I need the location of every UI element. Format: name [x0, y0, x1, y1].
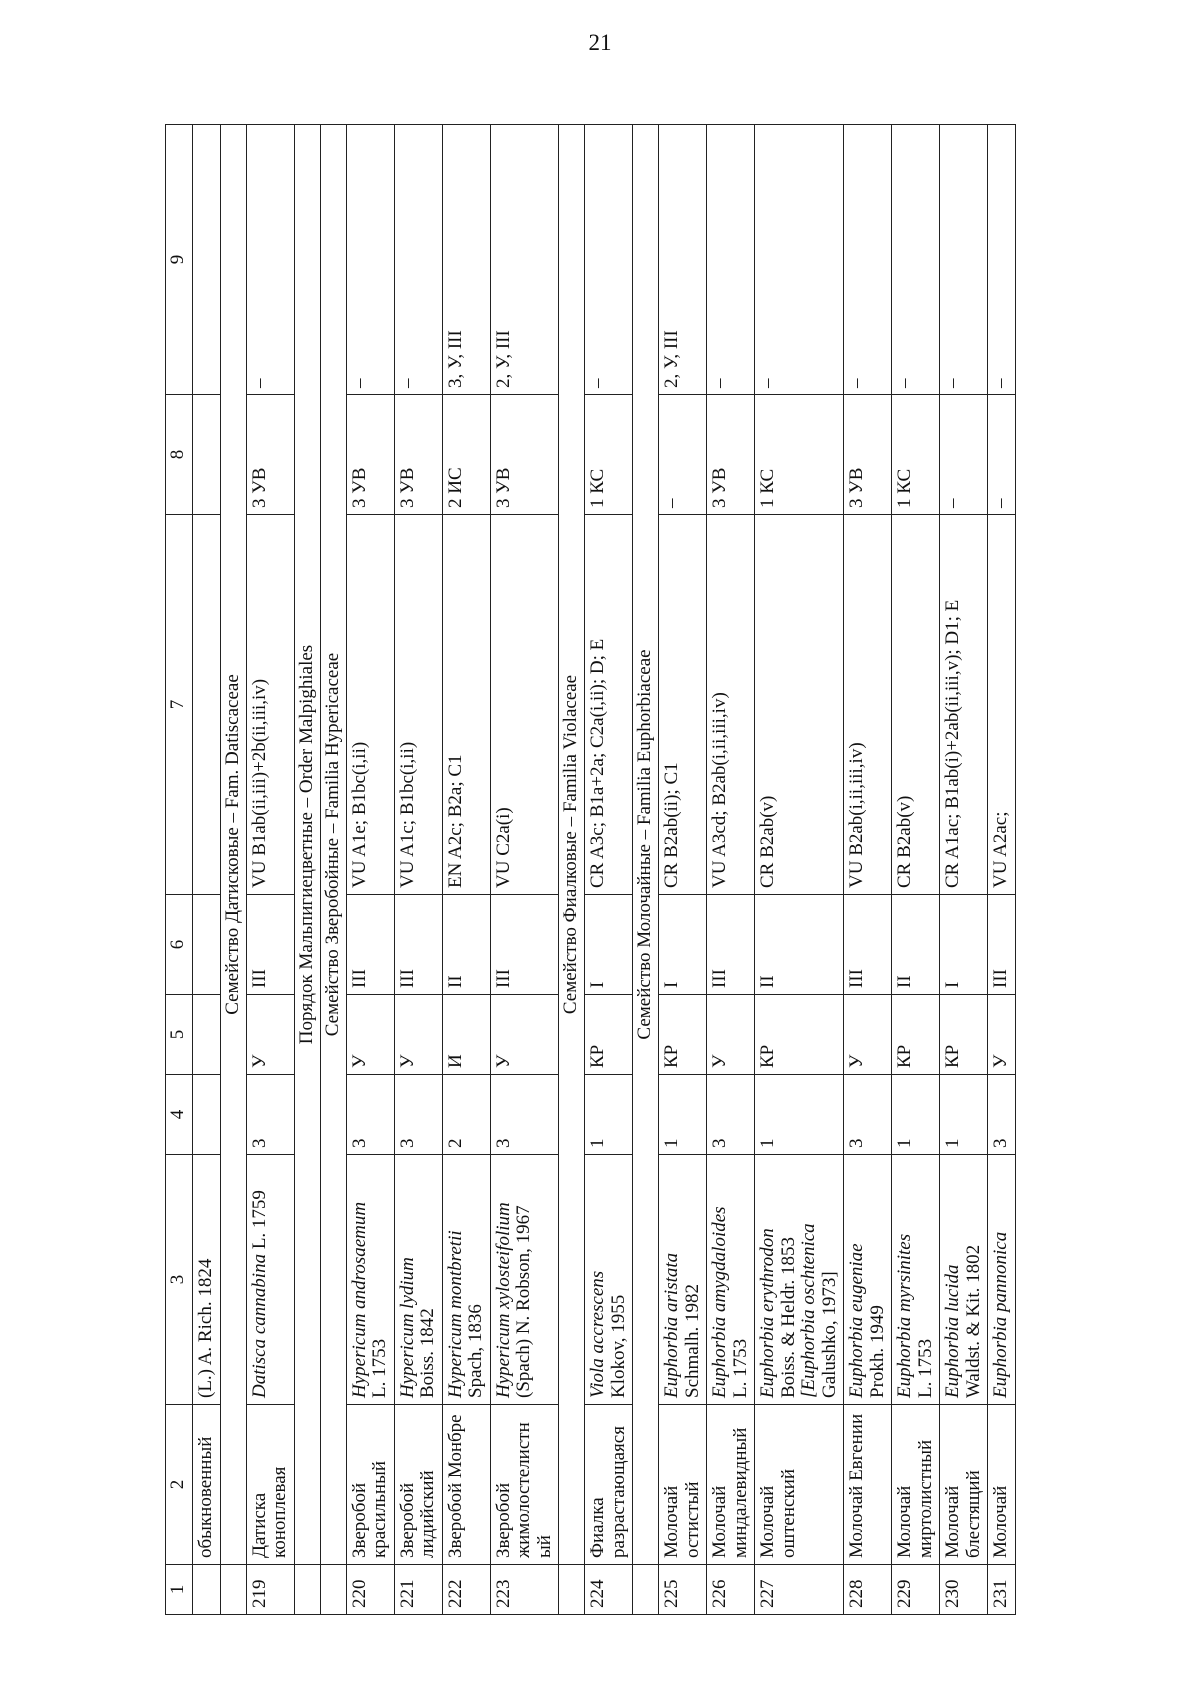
species-author: Klokov, 1955 [607, 1294, 629, 1398]
regional-status: 3 УВ [394, 395, 442, 515]
other-status: – [988, 125, 1016, 395]
row-number: 221 [394, 1565, 442, 1615]
table-row [346, 125, 394, 1615]
table-row [892, 125, 940, 1615]
species-author: Boiss. & Heldr. 1853 [777, 1237, 799, 1398]
table-row [659, 125, 707, 1615]
regional-status: 3 УВ [490, 395, 559, 515]
category-cell: 3 [346, 1075, 394, 1155]
category-cell: 2 [442, 1075, 490, 1155]
row-number: 229 [892, 1565, 940, 1615]
status-cell: КР [659, 995, 707, 1075]
page-number: 21 [588, 30, 612, 55]
iucn-criteria: VU A3cd; B2ab(i,ii,iii,iv) [707, 515, 755, 895]
regional-status: 1 КС [892, 395, 940, 515]
iucn-criteria: CR B2ab(v) [892, 515, 940, 895]
table-row [394, 125, 442, 1615]
iucn-criteria: VU B2ab(i,ii,iii,iv) [844, 515, 892, 895]
species-synonym: [Euphorbia oschtenica [798, 1223, 820, 1398]
category-cell: 1 [659, 1075, 707, 1155]
table-row [988, 125, 1016, 1615]
table-row [442, 125, 490, 1615]
species-name-ru: Зверобой красильный [346, 1405, 394, 1565]
section-row [559, 125, 585, 1615]
category-cell: 3 [246, 1075, 294, 1155]
other-status: – [585, 125, 633, 395]
other-status: – [246, 125, 294, 395]
rotated-table-container [165, 125, 1135, 1615]
status-cell: И [442, 995, 490, 1075]
species-author: Spach, 1836 [465, 1304, 487, 1398]
species-latin-cell [659, 1155, 707, 1405]
header-cell: 1 [166, 1565, 193, 1615]
species-latin: Euphorbia lucida [942, 1264, 964, 1398]
species-latin-cell [892, 1155, 940, 1405]
species-name-ru: Молочай оштенский [755, 1405, 844, 1565]
priority-cell: III [707, 895, 755, 995]
row-number: 220 [346, 1565, 394, 1615]
other-status: – [940, 125, 988, 395]
status-cell: У [844, 995, 892, 1075]
species-latin: Euphorbia myrsinites [894, 1233, 916, 1398]
species-latin: Datisca cannabina [248, 1253, 270, 1398]
status-cell: КР [892, 995, 940, 1075]
table-row [246, 125, 294, 1615]
iucn-criteria: VU C2a(i) [490, 515, 559, 895]
species-latin-cell [394, 1155, 442, 1405]
red-book-table [165, 124, 1016, 1615]
species-name-ru: Молочай миртолистный [892, 1405, 940, 1565]
table-row [193, 125, 221, 1615]
species-latin: Viola accrescens [587, 1270, 609, 1398]
species-latin: Hypericum androsaemum [348, 1201, 370, 1398]
priority-cell: II [442, 895, 490, 995]
regional-status: – [659, 395, 707, 515]
species-author: L. 1759 [248, 1190, 270, 1254]
header-row [166, 125, 193, 1615]
species-name-ru: Молочай [988, 1405, 1016, 1565]
regional-status: 3 УВ [346, 395, 394, 515]
species-name-ru: Зверобой Монбре [442, 1405, 490, 1565]
species-latin: Hypericum lydium [396, 1257, 418, 1398]
species-latin-cell [940, 1155, 988, 1405]
species-latin-cell [346, 1155, 394, 1405]
species-latin-cell [490, 1155, 559, 1405]
other-status: – [346, 125, 394, 395]
priority-cell: III [490, 895, 559, 995]
iucn-criteria: VU A2ac; [988, 515, 1016, 895]
row-number: 230 [940, 1565, 988, 1615]
category-cell: 1 [892, 1075, 940, 1155]
species-latin-cell [707, 1155, 755, 1405]
category-cell: 3 [707, 1075, 755, 1155]
row-number: 223 [490, 1565, 559, 1615]
species-author: Waldst. & Kit. 1802 [962, 1244, 984, 1398]
other-status: – [394, 125, 442, 395]
status-cell: У [988, 995, 1016, 1075]
species-name-ru: обыкновенный [193, 1405, 221, 1565]
species-latin: Euphorbia erythrodon [757, 1228, 779, 1398]
other-status: – [707, 125, 755, 395]
row-number: 231 [988, 1565, 1016, 1615]
row-number: 225 [659, 1565, 707, 1615]
category-cell: 3 [490, 1075, 559, 1155]
row-number [193, 1565, 221, 1615]
species-name-ru: Фиалка разрастающаяся [585, 1405, 633, 1565]
section-title: Семейство Молочайные – Familia Euphorbiaceae [633, 125, 659, 1565]
other-status: 3, У, III [442, 125, 490, 395]
regional-status: 3 УВ [844, 395, 892, 515]
other-status: 2, У, III [659, 125, 707, 395]
header-cell: 9 [166, 125, 193, 395]
species-synonym-author: Galushko, 1973] [818, 1271, 840, 1398]
species-latin-cell [844, 1155, 892, 1405]
row-number: 226 [707, 1565, 755, 1615]
species-name-ru: Зверобой лидийский [394, 1405, 442, 1565]
species-name-ru: Молочай Евгении [844, 1405, 892, 1565]
regional-status: – [988, 395, 1016, 515]
other-status: – [892, 125, 940, 395]
species-latin: Euphorbia aristata [661, 1252, 683, 1398]
iucn-criteria: CR A3c; B1a+2a; C2a(i,ii); D; E [585, 515, 633, 895]
iucn-criteria: CR B2ab(v) [755, 515, 844, 895]
priority-cell: III [394, 895, 442, 995]
species-latin-cell [246, 1155, 294, 1405]
priority-cell: III [246, 895, 294, 995]
table-row [585, 125, 633, 1615]
header-cell: 4 [166, 1075, 193, 1155]
status-cell: У [490, 995, 559, 1075]
other-status: – [844, 125, 892, 395]
species-latin-cell [585, 1155, 633, 1405]
iucn-criteria: VU B1ab(ii,iii)+2b(ii,iii,iv) [246, 515, 294, 895]
status-cell: У [346, 995, 394, 1075]
species-author: (L.) A. Rich. 1824 [193, 1155, 221, 1405]
species-author: (Spach) N. Robson, 1967 [513, 1205, 535, 1398]
species-author: Boiss. 1842 [417, 1308, 439, 1398]
status-cell: У [707, 995, 755, 1075]
species-latin-cell [988, 1155, 1016, 1405]
species-name-ru: Датиска коноплевая [246, 1405, 294, 1565]
section-row [320, 125, 346, 1615]
row-number: 222 [442, 1565, 490, 1615]
species-author: L. 1753 [914, 1338, 936, 1398]
category-cell: 3 [988, 1075, 1016, 1155]
section-row [633, 125, 659, 1615]
section-row [220, 125, 246, 1615]
species-author: L. 1753 [369, 1338, 391, 1398]
status-cell: КР [585, 995, 633, 1075]
header-cell: 7 [166, 515, 193, 895]
priority-cell: I [659, 895, 707, 995]
status-cell: КР [940, 995, 988, 1075]
regional-status: 1 КС [755, 395, 844, 515]
species-latin-cell [755, 1155, 844, 1405]
iucn-criteria: VU A1e; B1bc(i,ii) [346, 515, 394, 895]
regional-status: 3 УВ [707, 395, 755, 515]
regional-status: – [940, 395, 988, 515]
category-cell: 1 [585, 1075, 633, 1155]
status-cell: У [394, 995, 442, 1075]
regional-status: 3 УВ [246, 395, 294, 515]
iucn-criteria: CR A1ac; B1ab(i)+2ab(ii,iii,v); D1; E [940, 515, 988, 895]
category-cell: 1 [940, 1075, 988, 1155]
priority-cell: I [940, 895, 988, 995]
species-latin: Euphorbia pannonica [990, 1231, 1012, 1398]
species-latin-cell [442, 1155, 490, 1405]
priority-cell: I [585, 895, 633, 995]
species-name-ru: Зверобой жимолостелистный [490, 1405, 559, 1565]
table-row [940, 125, 988, 1615]
status-cell: У [246, 995, 294, 1075]
priority-cell: II [755, 895, 844, 995]
iucn-criteria: CR B2ab(ii); C1 [659, 515, 707, 895]
iucn-criteria: EN A2c; B2a; C1 [442, 515, 490, 895]
priority-cell: III [988, 895, 1016, 995]
row-number: 224 [585, 1565, 633, 1615]
species-name-ru: Молочай блестящий [940, 1405, 988, 1565]
table-row [490, 125, 559, 1615]
row-number: 219 [246, 1565, 294, 1615]
header-cell: 6 [166, 895, 193, 995]
header-cell: 5 [166, 995, 193, 1075]
table-row [844, 125, 892, 1615]
regional-status: 2 ИС [442, 395, 490, 515]
table-row [755, 125, 844, 1615]
regional-status: 1 КС [585, 395, 633, 515]
species-latin: Hypericum xylosteifolium [492, 1202, 514, 1398]
section-title: Семейство Зверобойные – Familia Hypericaceae [320, 125, 346, 1565]
status-cell: КР [755, 995, 844, 1075]
species-latin: Hypericum montbretii [444, 1230, 466, 1398]
section-title: Порядок Мальпигиецветные – Order Malpighiales [294, 125, 320, 1565]
section-title: Семейство Фиалковые – Familia Violaceae [559, 125, 585, 1565]
category-cell: 1 [755, 1075, 844, 1155]
priority-cell: II [892, 895, 940, 995]
priority-cell: III [346, 895, 394, 995]
category-cell: 3 [394, 1075, 442, 1155]
species-author: Schmalh. 1982 [681, 1284, 703, 1398]
row-number: 228 [844, 1565, 892, 1615]
species-author: Prokh. 1949 [866, 1305, 888, 1398]
row-number: 227 [755, 1565, 844, 1615]
section-row [294, 125, 320, 1615]
iucn-criteria: VU A1c; B1bc(i,ii) [394, 515, 442, 895]
species-author: L. 1753 [729, 1338, 751, 1398]
species-latin: Euphorbia amygdaloides [709, 1206, 731, 1398]
species-name-ru: Молочай остистый [659, 1405, 707, 1565]
category-cell: 3 [844, 1075, 892, 1155]
header-cell: 8 [166, 395, 193, 515]
species-latin: Euphorbia eugeniae [846, 1243, 868, 1398]
other-status: 2, У, III [490, 125, 559, 395]
species-name-ru: Молочай миндалевидный [707, 1405, 755, 1565]
header-cell: 3 [166, 1155, 193, 1405]
header-cell: 2 [166, 1405, 193, 1565]
priority-cell: III [844, 895, 892, 995]
section-title: Семейство Датисковые – Fam. Datiscaceae [220, 125, 246, 1565]
table-row [707, 125, 755, 1615]
other-status: – [755, 125, 844, 395]
